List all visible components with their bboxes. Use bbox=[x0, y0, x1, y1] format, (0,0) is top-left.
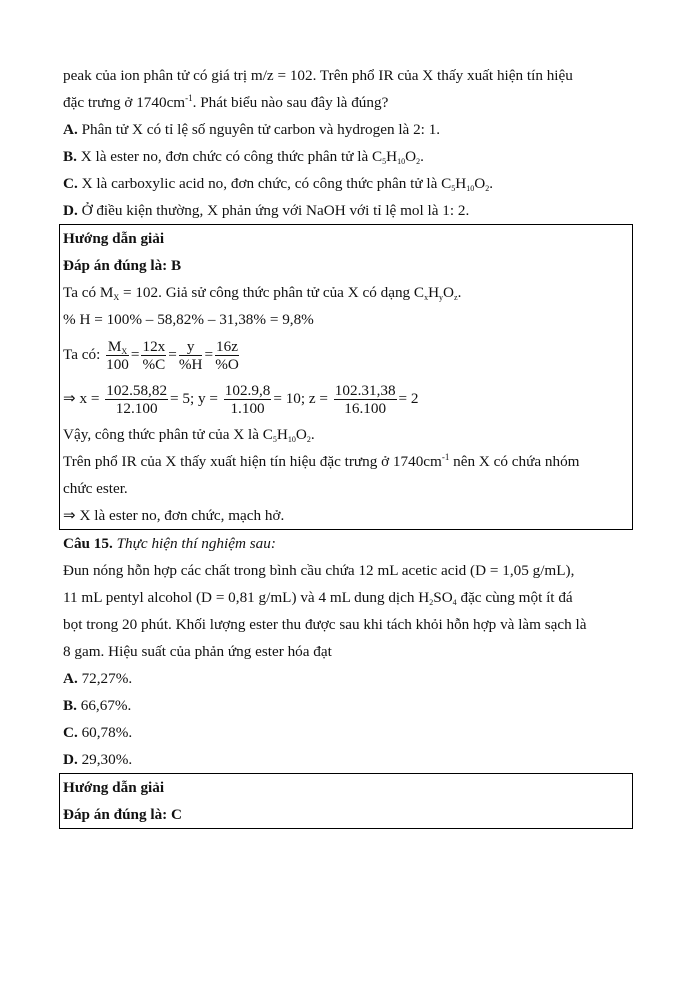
question-prompt: Thực hiện thí nghiệm sau: bbox=[112, 535, 276, 552]
option-letter: D. bbox=[63, 202, 78, 219]
option-text: X là ester no, đơn chức có công thức phân tử là bbox=[76, 148, 372, 165]
fraction: $\frac{12x}{\%C}$ bbox=[142, 338, 166, 374]
chemical-formula: $C_5H_{10}O_2$. bbox=[441, 175, 493, 193]
q15-header bbox=[63, 530, 633, 557]
option-text: 29,30%. bbox=[77, 751, 133, 768]
q14-option-b[interactable] bbox=[63, 143, 633, 170]
option-letter: D. bbox=[63, 751, 78, 768]
superscript: -1 bbox=[185, 93, 193, 103]
solution-heading: Hướng dẫn giải bbox=[63, 779, 165, 796]
chemical-formula: $C_5H_{10}O_2$. bbox=[262, 426, 315, 444]
option-text: Phân tử X có tỉ lệ số nguyên tử carbon và hydrogen là 2: 1. bbox=[77, 121, 441, 138]
q15-body-line-4: 8 gam. Hiệu suất của phản ứng ester hóa đạt bbox=[63, 643, 332, 660]
fraction: $\frac{102.58,82}{12.100}$ bbox=[106, 382, 168, 418]
question-label: Câu 15. bbox=[63, 535, 113, 552]
q15-option-d[interactable] bbox=[63, 746, 633, 773]
q15-body-line-2: 11 mL pentyl alcohol (D = 0,81 g/mL) và 4 mL dung dịch $H_2SO_4$ đặc cùng một ít đá bbox=[63, 589, 573, 607]
option-letter: C. bbox=[63, 175, 78, 192]
q15-body-line-3: bọt trong 20 phút. Khối lượng ester thu được sau khi tách khỏi hỗn hợp và làm sạch là bbox=[63, 616, 587, 633]
q14-option-d[interactable] bbox=[63, 197, 633, 224]
solution-heading: Hướng dẫn giải bbox=[63, 230, 165, 247]
chemical-formula: $C_5H_{10}O_2$. bbox=[371, 148, 424, 166]
option-text: 60,78%. bbox=[77, 724, 133, 741]
q14-intro-text: đặc trưng ở 1740cm bbox=[63, 94, 186, 111]
q14-intro-text: . Phát biểu nào sau đây là đúng? bbox=[192, 94, 389, 111]
fraction: $\frac{16z}{\%O}$ bbox=[215, 338, 239, 374]
q15-option-c[interactable] bbox=[63, 719, 633, 746]
solution-line-percent-h: % H = 100% – 58,82% – 31,38% = 9,8% bbox=[63, 311, 314, 328]
fraction: $\frac{M_X}{100}$ bbox=[106, 338, 129, 374]
q14-option-a[interactable] bbox=[63, 116, 633, 143]
solution-final: ⇒ X là ester no, đơn chức, mạch hở. bbox=[63, 507, 285, 524]
solution-line-molar-mass: Ta có $M_X = 102$. Giả sử công thức phân tử của X có dạng $C_xH_yO_z$. bbox=[63, 284, 462, 302]
q15-option-a[interactable] bbox=[63, 665, 633, 692]
document-page bbox=[63, 62, 633, 829]
option-letter: B. bbox=[63, 148, 77, 165]
option-text: 72,27%. bbox=[77, 670, 133, 687]
solution-conclusion: Vậy, công thức phân tử của X là $C_5H_{10}O_2$. bbox=[63, 426, 315, 444]
option-text: Ở điều kiện thường, X phản ứng với NaOH với tỉ lệ mol là 1: 2. bbox=[77, 202, 470, 219]
fraction: $\frac{y}{\%H}$ bbox=[178, 338, 203, 374]
solution-calc-equation: ⇒ x = $\frac{102.58,82}{12.100}$ = 5; y = $\frac{102.9,8}{1.100}$ = 10; z = $\frac{102.31,38}{16.100}$ = 2 bbox=[63, 382, 419, 418]
q14-option-c[interactable] bbox=[63, 170, 633, 197]
option-letter: A. bbox=[63, 121, 78, 138]
solution-answer: Đáp án đúng là: B bbox=[63, 257, 182, 274]
solution-ratio-equation: Ta có: $\frac{M_X}{100}$ = $\frac{12x}{\%C}$ = $\frac{y}{\%H}$ = $\frac{16z}{\%O}$ bbox=[63, 338, 239, 374]
option-letter: C. bbox=[63, 724, 78, 741]
solution-ir-line: Trên phổ IR của X thấy xuất hiện tín hiệu đặc trưng ở $1740cm^{-1}$ nên X có chứa nhóm bbox=[63, 452, 580, 470]
q14-solution-box bbox=[59, 224, 633, 530]
option-text: 66,67%. bbox=[76, 697, 132, 714]
q15-body-line-1: Đun nóng hỗn hợp các chất trong bình cầu chứa 12 mL acetic acid (D = 1,05 g/mL), bbox=[63, 562, 575, 579]
option-text: X là carboxylic acid no, đơn chức, có công thức phân tử là bbox=[77, 175, 442, 192]
fraction: $\frac{102.9,8}{1.100}$ bbox=[224, 382, 271, 418]
option-letter: B. bbox=[63, 697, 77, 714]
q15-solution-box bbox=[59, 773, 633, 829]
q14-intro-line-1: peak của ion phân tử có giá trị m/z = 102. Trên phổ IR của X thấy xuất hiện tín hiệu bbox=[63, 67, 573, 84]
solution-answer: Đáp án đúng là: C bbox=[63, 806, 183, 823]
solution-ir-line-2: chức ester. bbox=[63, 480, 128, 497]
q14-intro-line-2 bbox=[63, 89, 633, 116]
option-letter: A. bbox=[63, 670, 78, 687]
q15-option-b[interactable] bbox=[63, 692, 633, 719]
fraction: $\frac{102.31,38}{16.100}$ bbox=[334, 382, 396, 418]
